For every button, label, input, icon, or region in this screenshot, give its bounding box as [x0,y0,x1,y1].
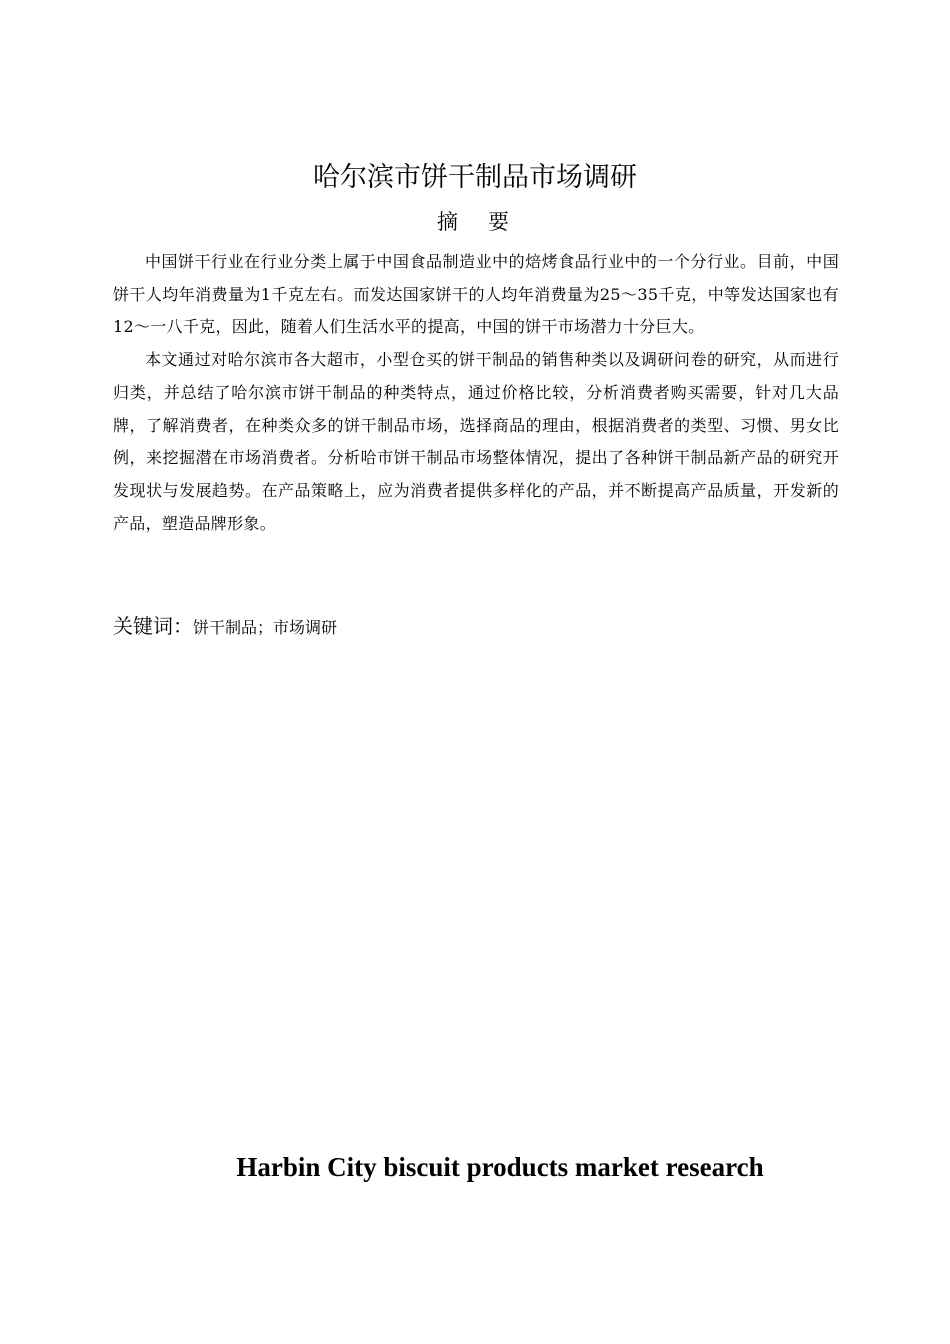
abstract-paragraph-1: 中国饼干行业在行业分类上属于中国食品制造业中的焙烤食品行业中的一个分行业。目前，中国饼干人均年消费量为1千克左右。而发达国家饼干的人均年消费量为25～35千克，中等发达国家也有12～一八千克，因此，随着人们生活水平的提高，中国的饼干市场潜力十分巨大。 [113,252,839,337]
abstract-body [113,246,839,540]
keywords-text: 饼干制品；市场调研 [193,618,338,637]
english-title: Harbin City biscuit products market research [236,1152,764,1182]
keywords-label: 关键词： [113,614,193,638]
keywords-line [113,610,839,644]
abstract-heading: 摘要 [437,210,539,234]
abstract-paragraph-2: 本文通过对哈尔滨市各大超市，小型仓买的饼干制品的销售种类以及调研问卷的研究，从而进行归类，并总结了哈尔滨市饼干制品的种类特点，通过价格比较，分析消费者购买需要，针对几大品牌，了解消费者，在种类众多的饼干制品市场，选择商品的理由，根据消费者的类型、习惯、男女比例，来挖掘潜在市场消费者。分析哈市饼干制品市场整体情况，提出了各种饼干制品新产品的研究开发现状与发展趋势。在产品策略上，应为消费者提供多样化的产品，并不断提高产品质量，开发新的产品，塑造品牌形象。 [113,350,839,533]
chinese-title: 哈尔滨市饼干制品市场调研 [313,162,637,193]
